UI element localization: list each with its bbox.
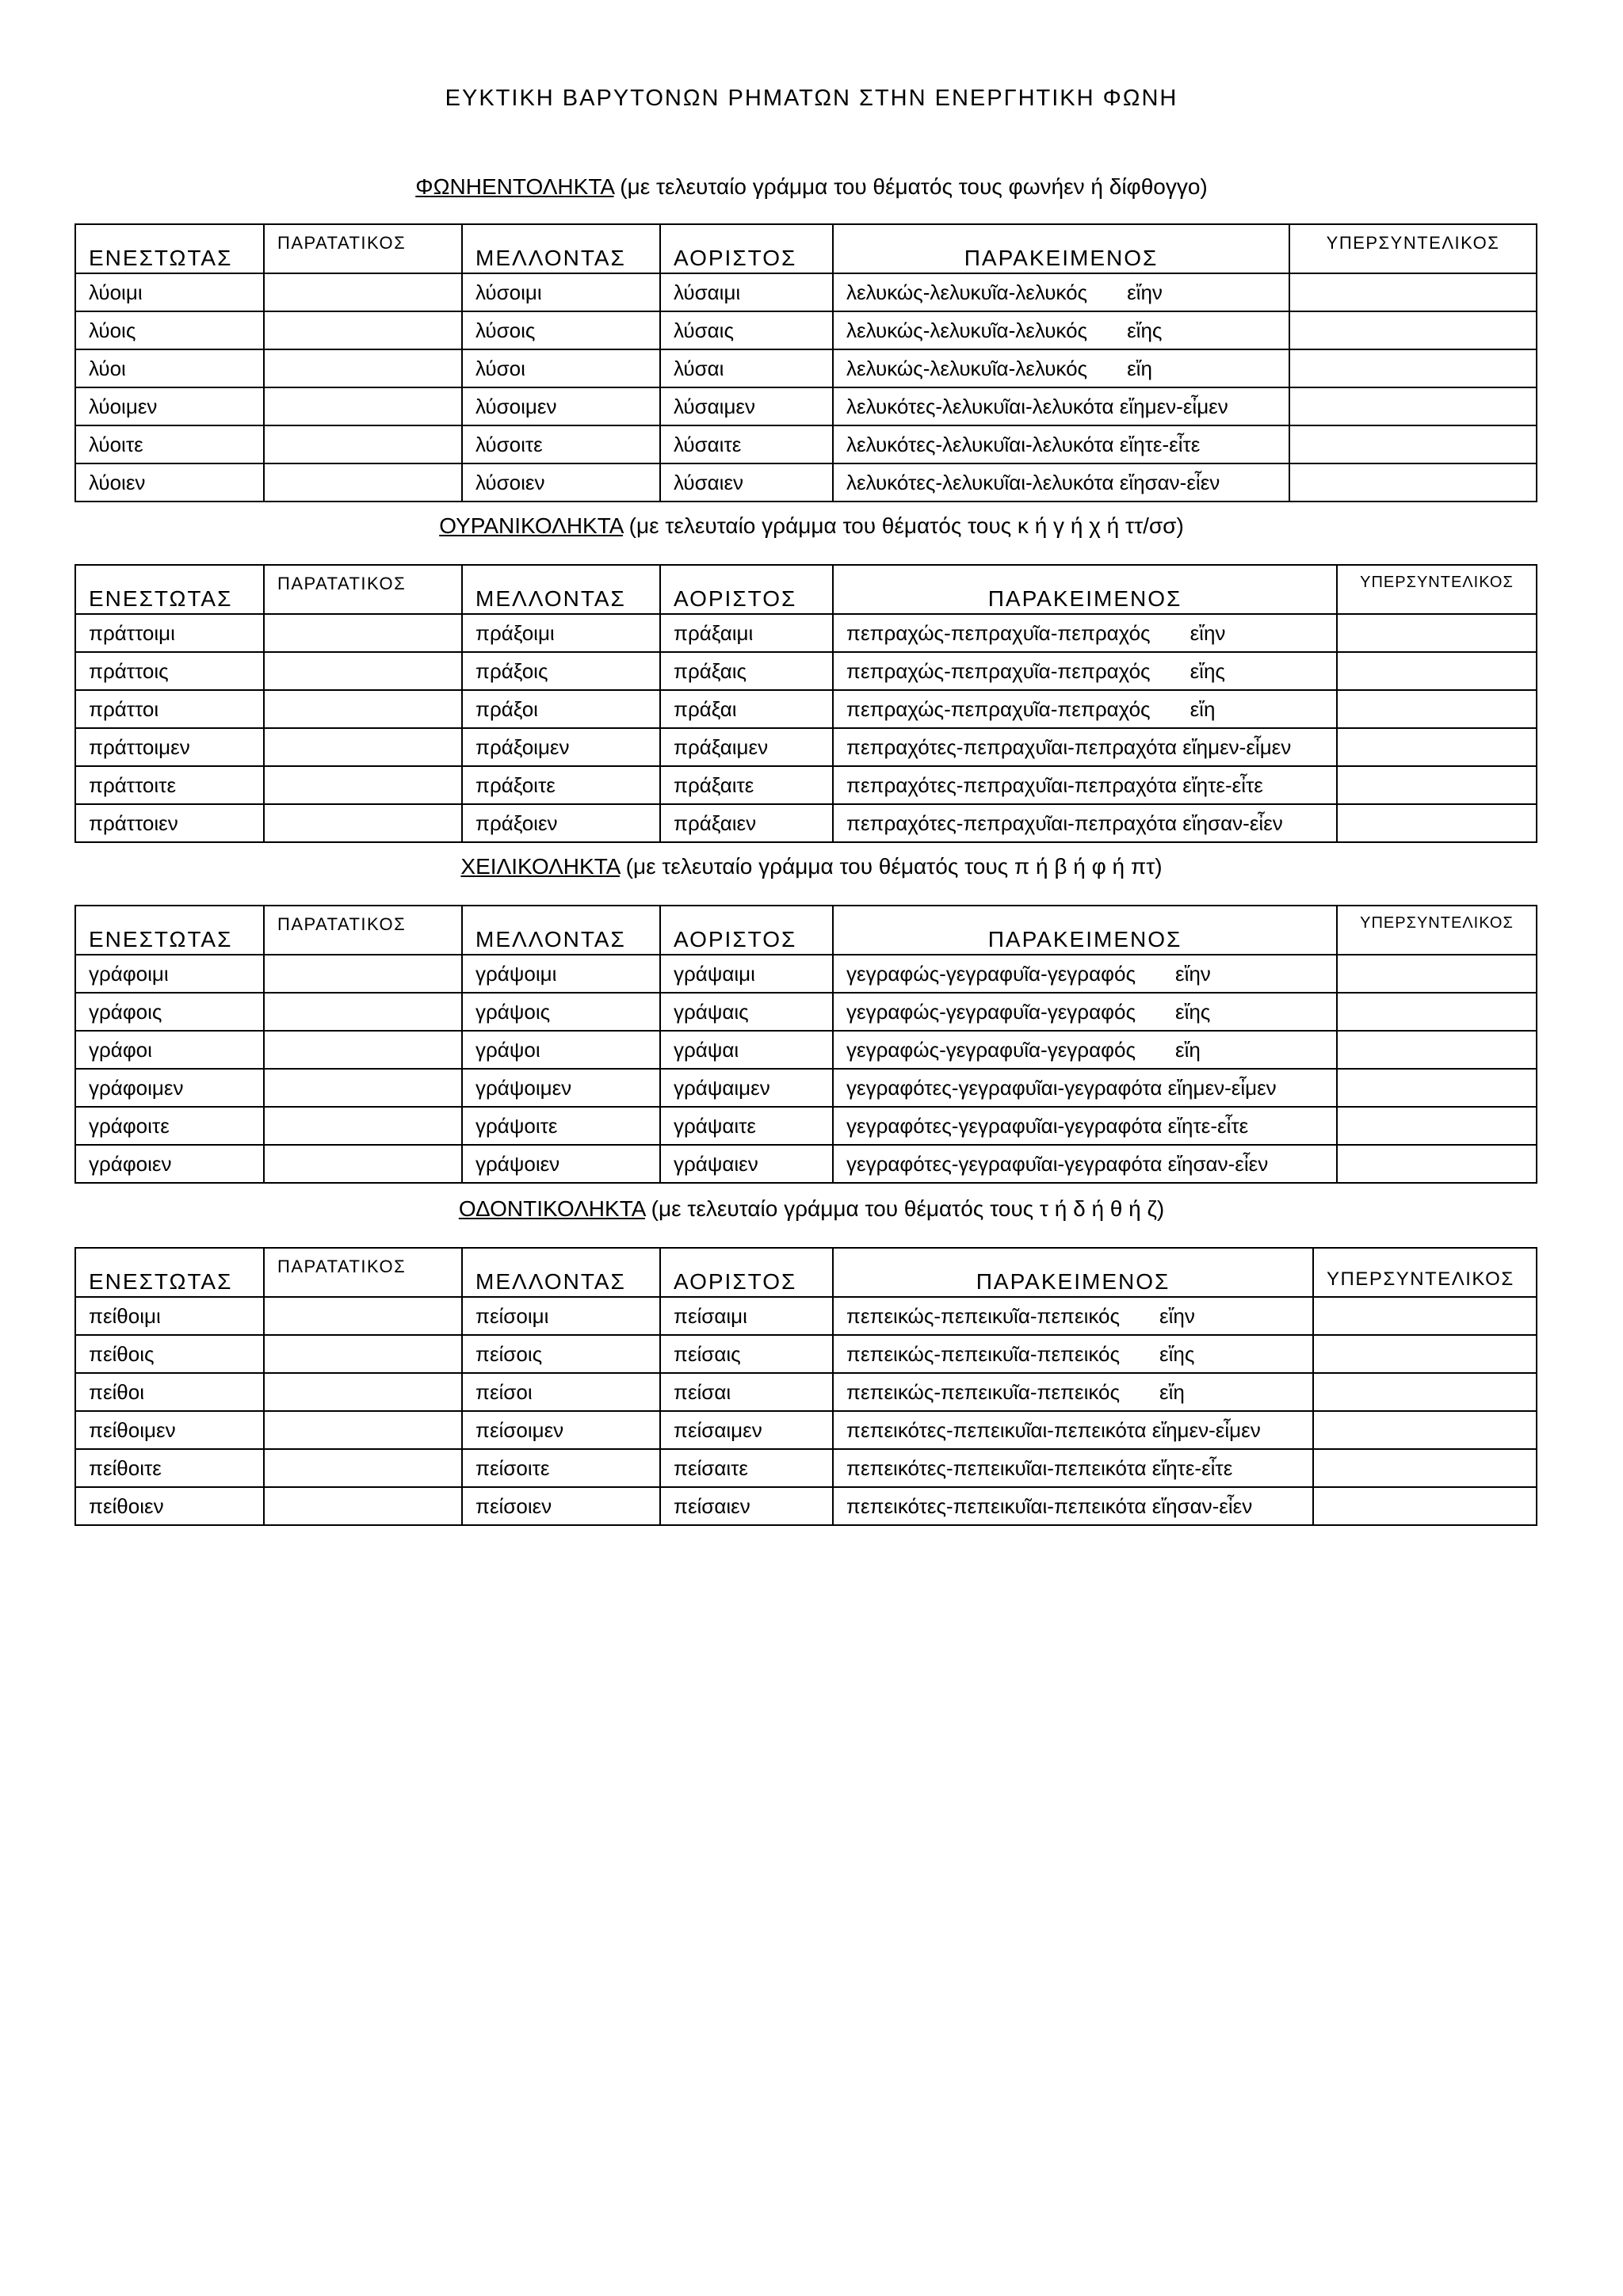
cell-ypersyntelikos <box>1337 1031 1537 1069</box>
auxiliary-verb: εἴη <box>1174 1037 1201 1062</box>
cell-paratatikos <box>264 1449 462 1487</box>
cell-ypersyntelikos <box>1337 1107 1537 1145</box>
cell-parakeimenos <box>833 993 1337 1031</box>
cell-enestotas: γράφοιμι <box>75 955 264 993</box>
header-parakeimenos: ΠΑΡΑΚΕΙΜΕΝΟΣ <box>833 906 1337 955</box>
header-ypersyntelikos: ΥΠΕΡΣΥΝΤΕΛΙΚΟΣ <box>1337 906 1537 955</box>
participle-forms: πεπραχότες-πεπραχυῖαι-πεπραχότα εἴησαν-εἶεν <box>846 810 1283 835</box>
participle-forms: πεπραχότες-πεπραχυῖαι-πεπραχότα εἴημεν-εἶμεν <box>846 734 1292 759</box>
header-row <box>75 906 1537 955</box>
auxiliary-verb: εἴην <box>1174 961 1211 986</box>
conjugation-table <box>74 223 1537 502</box>
table-row <box>75 766 1537 804</box>
section-note: (με τελευταίο γράμμα του θέματός τους κ ή γ ή χ ή ττ/σσ) <box>622 513 1184 538</box>
header-parakeimenos: ΠΑΡΑΚΕΙΜΕΝΟΣ <box>833 565 1337 614</box>
cell-ypersyntelikos <box>1289 463 1537 502</box>
cell-enestotas: πράττοιτε <box>75 766 264 804</box>
table-row <box>75 804 1537 842</box>
section-heading <box>0 1196 1623 1222</box>
cell-mellontas: γράψοιμι <box>462 955 660 993</box>
table-body <box>75 614 1537 842</box>
cell-parakeimenos <box>833 273 1289 311</box>
conjugation-table <box>74 905 1537 1184</box>
cell-ypersyntelikos <box>1289 425 1537 463</box>
cell-aoristos: λύσαις <box>660 311 833 349</box>
cell-aoristos: λύσαιτε <box>660 425 833 463</box>
cell-enestotas: λύοις <box>75 311 264 349</box>
cell-enestotas: πείθοιεν <box>75 1487 264 1525</box>
participle-forms: λελυκώς-λελυκυῖα-λελυκός <box>846 356 1088 380</box>
cell-paratatikos <box>264 1297 462 1335</box>
section-name: ΟΔΟΝΤΙΚΟΛΗΚΤΑ <box>458 1196 645 1221</box>
cell-parakeimenos <box>833 728 1337 766</box>
auxiliary-verb: εἴην <box>1190 620 1226 645</box>
cell-aoristos: λύσαιμι <box>660 273 833 311</box>
cell-mellontas: πείσοιτε <box>462 1449 660 1487</box>
participle-forms: λελυκότες-λελυκυῖαι-λελυκότα εἴητε-εἶτε <box>846 432 1201 456</box>
cell-enestotas: πείθοιμι <box>75 1297 264 1335</box>
cell-aoristos: πείσαιμι <box>660 1297 833 1335</box>
cell-enestotas: λύοιμεν <box>75 387 264 425</box>
participle-forms: γεγραφότες-γεγραφυῖαι-γεγραφότα εἴησαν-εἶεν <box>846 1151 1269 1176</box>
header-enestotas: ΕΝΕΣΤΩΤΑΣ <box>75 1248 264 1297</box>
section-name: ΦΩΝΗΕΝΤΟΛΗΚΤΑ <box>415 174 614 199</box>
cell-paratatikos <box>264 1373 462 1411</box>
header-row <box>75 224 1537 273</box>
header-enestotas: ΕΝΕΣΤΩΤΑΣ <box>75 565 264 614</box>
cell-enestotas: πράττοιεν <box>75 804 264 842</box>
cell-aoristos: πείσαις <box>660 1335 833 1373</box>
cell-ypersyntelikos <box>1289 349 1537 387</box>
cell-ypersyntelikos <box>1337 728 1537 766</box>
cell-paratatikos <box>264 1031 462 1069</box>
cell-paratatikos <box>264 1487 462 1525</box>
conjugation-table <box>74 564 1537 843</box>
participle-forms: γεγραφώς-γεγραφυῖα-γεγραφός <box>846 999 1136 1024</box>
header-ypersyntelikos: ΥΠΕΡΣΥΝΤΕΛΙΚΟΣ <box>1289 224 1537 273</box>
table-row <box>75 1487 1537 1525</box>
table-row <box>75 1107 1537 1145</box>
cell-parakeimenos <box>833 652 1337 690</box>
header-aoristos: ΑΟΡΙΣΤΟΣ <box>660 224 833 273</box>
cell-aoristos: πείσαι <box>660 1373 833 1411</box>
cell-aoristos: γράψαιμεν <box>660 1069 833 1107</box>
cell-aoristos: γράψαις <box>660 993 833 1031</box>
table-header <box>75 1248 1537 1297</box>
table-row <box>75 349 1537 387</box>
participle-forms: πεπεικότες-πεπεικυῖαι-πεπεικότα εἴητε-εἶτε <box>846 1455 1233 1480</box>
cell-aoristos: λύσαιμεν <box>660 387 833 425</box>
table-row <box>75 1411 1537 1449</box>
cell-parakeimenos <box>833 1335 1313 1373</box>
cell-mellontas: πράξοιμεν <box>462 728 660 766</box>
cell-ypersyntelikos <box>1289 387 1537 425</box>
section-heading <box>0 513 1623 539</box>
header-paratatikos: ΠΑΡΑΤΑΤΙΚΟΣ <box>264 565 462 614</box>
cell-parakeimenos <box>833 1373 1313 1411</box>
cell-paratatikos <box>264 1411 462 1449</box>
cell-mellontas: λύσοις <box>462 311 660 349</box>
table-row <box>75 387 1537 425</box>
cell-aoristos: πράξαι <box>660 690 833 728</box>
section-heading <box>0 854 1623 879</box>
table-row <box>75 1297 1537 1335</box>
cell-enestotas: γράφοις <box>75 993 264 1031</box>
participle-forms: πεπραχώς-πεπραχυῖα-πεπραχός <box>846 658 1151 683</box>
cell-aoristos: πείσαιμεν <box>660 1411 833 1449</box>
cell-aoristos: γράψαι <box>660 1031 833 1069</box>
cell-parakeimenos <box>833 349 1289 387</box>
cell-enestotas: πείθοιμεν <box>75 1411 264 1449</box>
cell-ypersyntelikos <box>1313 1411 1537 1449</box>
cell-ypersyntelikos <box>1289 311 1537 349</box>
conjugation-table <box>74 1247 1537 1526</box>
cell-aoristos: πράξαιεν <box>660 804 833 842</box>
cell-paratatikos <box>264 1069 462 1107</box>
cell-ypersyntelikos <box>1337 955 1537 993</box>
cell-parakeimenos <box>833 955 1337 993</box>
header-ypersyntelikos: ΥΠΕΡΣΥΝΤΕΛΙΚΟΣ <box>1337 565 1537 614</box>
cell-parakeimenos <box>833 463 1289 502</box>
cell-paratatikos <box>264 728 462 766</box>
auxiliary-verb: εἴης <box>1190 658 1225 683</box>
cell-ypersyntelikos <box>1337 652 1537 690</box>
participle-forms: γεγραφώς-γεγραφυῖα-γεγραφός <box>846 961 1136 986</box>
cell-aoristos: πείσαιτε <box>660 1449 833 1487</box>
cell-paratatikos <box>264 804 462 842</box>
cell-mellontas: πράξοιεν <box>462 804 660 842</box>
cell-enestotas: πράττοιμεν <box>75 728 264 766</box>
participle-forms: πεπεικώς-πεπεικυῖα-πεπεικός <box>846 1341 1121 1366</box>
table-header <box>75 565 1537 614</box>
participle-forms: πεπραχότες-πεπραχυῖαι-πεπραχότα εἴητε-εἶτε <box>846 772 1263 797</box>
cell-mellontas: γράψοιτε <box>462 1107 660 1145</box>
page-title: ΕΥΚΤΙΚΗ ΒΑΡΥΤΟΝΩΝ ΡΗΜΑΤΩΝ ΣΤΗΝ ΕΝΕΡΓΗΤΙΚΗ ΦΩΝΗ <box>445 86 1178 111</box>
cell-ypersyntelikos <box>1337 1145 1537 1183</box>
cell-mellontas: γράψοιεν <box>462 1145 660 1183</box>
table-row <box>75 955 1537 993</box>
header-paratatikos: ΠΑΡΑΤΑΤΙΚΟΣ <box>264 906 462 955</box>
cell-parakeimenos <box>833 1031 1337 1069</box>
cell-ypersyntelikos <box>1337 690 1537 728</box>
cell-paratatikos <box>264 273 462 311</box>
cell-paratatikos <box>264 349 462 387</box>
header-row <box>75 1248 1537 1297</box>
table-row <box>75 1069 1537 1107</box>
participle-forms: πεπεικότες-πεπεικυῖαι-πεπεικότα εἴημεν-εἶμεν <box>846 1417 1261 1442</box>
participle-forms: γεγραφότες-γεγραφυῖαι-γεγραφότα εἴητε-εἶτε <box>846 1113 1249 1138</box>
table-row <box>75 1449 1537 1487</box>
cell-mellontas: γράψοιμεν <box>462 1069 660 1107</box>
header-enestotas: ΕΝΕΣΤΩΤΑΣ <box>75 906 264 955</box>
cell-paratatikos <box>264 955 462 993</box>
header-aoristos: ΑΟΡΙΣΤΟΣ <box>660 906 833 955</box>
cell-paratatikos <box>264 690 462 728</box>
cell-aoristos: πράξαιμεν <box>660 728 833 766</box>
cell-enestotas: γράφοιμεν <box>75 1069 264 1107</box>
auxiliary-verb: εἴη <box>1159 1379 1185 1404</box>
header-row <box>75 565 1537 614</box>
cell-paratatikos <box>264 993 462 1031</box>
header-enestotas: ΕΝΕΣΤΩΤΑΣ <box>75 224 264 273</box>
cell-mellontas: πείσοιμι <box>462 1297 660 1335</box>
cell-mellontas: λύσοι <box>462 349 660 387</box>
section-name: ΟΥΡΑΝΙΚΟΛΗΚΤΑ <box>439 513 623 538</box>
cell-enestotas: γράφοι <box>75 1031 264 1069</box>
table-row <box>75 690 1537 728</box>
cell-parakeimenos <box>833 614 1337 652</box>
cell-enestotas: πράττοι <box>75 690 264 728</box>
cell-aoristos: γράψαιμι <box>660 955 833 993</box>
participle-forms: λελυκώς-λελυκυῖα-λελυκός <box>846 280 1088 304</box>
cell-enestotas: πείθοις <box>75 1335 264 1373</box>
cell-ypersyntelikos <box>1337 1069 1537 1107</box>
cell-paratatikos <box>264 425 462 463</box>
participle-forms: λελυκότες-λελυκυῖαι-λελυκότα εἴησαν-εἶεν <box>846 470 1220 494</box>
cell-ypersyntelikos <box>1313 1335 1537 1373</box>
cell-enestotas: λύοιμι <box>75 273 264 311</box>
cell-mellontas: πείσοις <box>462 1335 660 1373</box>
table-body <box>75 273 1537 502</box>
table-row <box>75 1145 1537 1183</box>
cell-paratatikos <box>264 387 462 425</box>
participle-forms: πεπεικότες-πεπεικυῖαι-πεπεικότα εἴησαν-εἶεν <box>846 1493 1253 1518</box>
cell-parakeimenos <box>833 766 1337 804</box>
cell-paratatikos <box>264 463 462 502</box>
cell-enestotas: πείθοι <box>75 1373 264 1411</box>
cell-paratatikos <box>264 1107 462 1145</box>
auxiliary-verb: εἴην <box>1159 1303 1195 1328</box>
cell-ypersyntelikos <box>1313 1373 1537 1411</box>
table-row <box>75 1335 1537 1373</box>
auxiliary-verb: εἴης <box>1174 999 1211 1024</box>
cell-mellontas: πράξοιμι <box>462 614 660 652</box>
cell-ypersyntelikos <box>1313 1297 1537 1335</box>
table-row <box>75 1031 1537 1069</box>
cell-aoristos: γράψαιτε <box>660 1107 833 1145</box>
cell-aoristos: πράξαιτε <box>660 766 833 804</box>
participle-forms: πεπραχώς-πεπραχυῖα-πεπραχός <box>846 620 1151 645</box>
table-header <box>75 224 1537 273</box>
table-row <box>75 311 1537 349</box>
cell-mellontas: λύσοιτε <box>462 425 660 463</box>
participle-forms: πεπεικώς-πεπεικυῖα-πεπεικός <box>846 1379 1121 1404</box>
auxiliary-verb: εἴης <box>1127 318 1163 342</box>
table-row <box>75 1373 1537 1411</box>
cell-mellontas: λύσοιμι <box>462 273 660 311</box>
cell-paratatikos <box>264 1145 462 1183</box>
cell-ypersyntelikos <box>1313 1449 1537 1487</box>
header-aoristos: ΑΟΡΙΣΤΟΣ <box>660 565 833 614</box>
cell-ypersyntelikos <box>1289 273 1537 311</box>
auxiliary-verb: εἴη <box>1190 696 1216 721</box>
cell-mellontas: γράψοις <box>462 993 660 1031</box>
table-row <box>75 425 1537 463</box>
participle-forms: λελυκότες-λελυκυῖαι-λελυκότα εἴημεν-εἶμεν <box>846 394 1228 418</box>
cell-mellontas: πείσοιεν <box>462 1487 660 1525</box>
cell-paratatikos <box>264 652 462 690</box>
cell-enestotas: πράττοις <box>75 652 264 690</box>
cell-parakeimenos <box>833 1107 1337 1145</box>
cell-aoristos: πείσαιεν <box>660 1487 833 1525</box>
cell-mellontas: πράξοις <box>462 652 660 690</box>
cell-parakeimenos <box>833 1145 1337 1183</box>
auxiliary-verb: εἴης <box>1159 1341 1195 1366</box>
cell-mellontas: γράψοι <box>462 1031 660 1069</box>
cell-enestotas: λύοιτε <box>75 425 264 463</box>
cell-mellontas: λύσοιεν <box>462 463 660 502</box>
cell-mellontas: πράξοιτε <box>462 766 660 804</box>
cell-parakeimenos <box>833 690 1337 728</box>
section-heading <box>0 174 1623 200</box>
cell-ypersyntelikos <box>1337 993 1537 1031</box>
cell-parakeimenos <box>833 1069 1337 1107</box>
cell-parakeimenos <box>833 311 1289 349</box>
cell-ypersyntelikos <box>1313 1487 1537 1525</box>
table-row <box>75 728 1537 766</box>
cell-enestotas: γράφοιεν <box>75 1145 264 1183</box>
auxiliary-verb: εἴην <box>1127 280 1163 304</box>
table-row <box>75 993 1537 1031</box>
cell-aoristos: πράξαιμι <box>660 614 833 652</box>
cell-parakeimenos <box>833 1411 1313 1449</box>
cell-aoristos: πράξαις <box>660 652 833 690</box>
participle-forms: πεπραχώς-πεπραχυῖα-πεπραχός <box>846 696 1151 721</box>
participle-forms: γεγραφώς-γεγραφυῖα-γεγραφός <box>846 1037 1136 1062</box>
participle-forms: λελυκώς-λελυκυῖα-λελυκός <box>846 318 1088 342</box>
table-row <box>75 273 1537 311</box>
cell-aoristos: λύσαι <box>660 349 833 387</box>
cell-parakeimenos <box>833 1487 1313 1525</box>
participle-forms: πεπεικώς-πεπεικυῖα-πεπεικός <box>846 1303 1121 1328</box>
cell-paratatikos <box>264 311 462 349</box>
cell-parakeimenos <box>833 1449 1313 1487</box>
header-parakeimenos: ΠΑΡΑΚΕΙΜΕΝΟΣ <box>833 224 1289 273</box>
cell-ypersyntelikos <box>1337 766 1537 804</box>
table-body <box>75 955 1537 1183</box>
table-body <box>75 1297 1537 1525</box>
cell-aoristos: λύσαιεν <box>660 463 833 502</box>
cell-parakeimenos <box>833 387 1289 425</box>
cell-aoristos: γράψαιεν <box>660 1145 833 1183</box>
cell-parakeimenos <box>833 804 1337 842</box>
table-header <box>75 906 1537 955</box>
cell-enestotas: πείθοιτε <box>75 1449 264 1487</box>
participle-forms: γεγραφότες-γεγραφυῖαι-γεγραφότα εἴημεν-εἶμεν <box>846 1075 1277 1100</box>
header-mellontas: ΜΕΛΛΟΝΤΑΣ <box>462 1248 660 1297</box>
header-mellontas: ΜΕΛΛΟΝΤΑΣ <box>462 565 660 614</box>
cell-enestotas: λύοιεν <box>75 463 264 502</box>
header-mellontas: ΜΕΛΛΟΝΤΑΣ <box>462 224 660 273</box>
section-note: (με τελευταίο γράμμα του θέματός τους τ ή δ ή θ ή ζ) <box>644 1196 1165 1221</box>
cell-mellontas: πείσοι <box>462 1373 660 1411</box>
header-paratatikos: ΠΑΡΑΤΑΤΙΚΟΣ <box>264 1248 462 1297</box>
table-row <box>75 652 1537 690</box>
cell-enestotas: γράφοιτε <box>75 1107 264 1145</box>
cell-mellontas: λύσοιμεν <box>462 387 660 425</box>
header-mellontas: ΜΕΛΛΟΝΤΑΣ <box>462 906 660 955</box>
cell-mellontas: πείσοιμεν <box>462 1411 660 1449</box>
cell-paratatikos <box>264 614 462 652</box>
cell-ypersyntelikos <box>1337 804 1537 842</box>
section-note: (με τελευταίο γράμμα του θέματός τους π ή β ή φ ή πτ) <box>619 854 1163 879</box>
cell-paratatikos <box>264 766 462 804</box>
header-ypersyntelikos: ΥΠΕΡΣΥΝΤΕΛΙΚΟΣ <box>1313 1248 1537 1297</box>
section-name: ΧΕΙΛΙΚΟΛΗΚΤΑ <box>460 854 620 879</box>
cell-parakeimenos <box>833 425 1289 463</box>
header-aoristos: ΑΟΡΙΣΤΟΣ <box>660 1248 833 1297</box>
table-row <box>75 463 1537 502</box>
cell-ypersyntelikos <box>1337 614 1537 652</box>
cell-enestotas: πράττοιμι <box>75 614 264 652</box>
header-parakeimenos: ΠΑΡΑΚΕΙΜΕΝΟΣ <box>833 1248 1313 1297</box>
table-row <box>75 614 1537 652</box>
cell-enestotas: λύοι <box>75 349 264 387</box>
cell-mellontas: πράξοι <box>462 690 660 728</box>
section-note: (με τελευταίο γράμμα του θέματός τους φωνήεν ή δίφθογγο) <box>613 174 1208 199</box>
cell-parakeimenos <box>833 1297 1313 1335</box>
auxiliary-verb: εἴη <box>1127 356 1152 380</box>
cell-paratatikos <box>264 1335 462 1373</box>
header-paratatikos: ΠΑΡΑΤΑΤΙΚΟΣ <box>264 224 462 273</box>
